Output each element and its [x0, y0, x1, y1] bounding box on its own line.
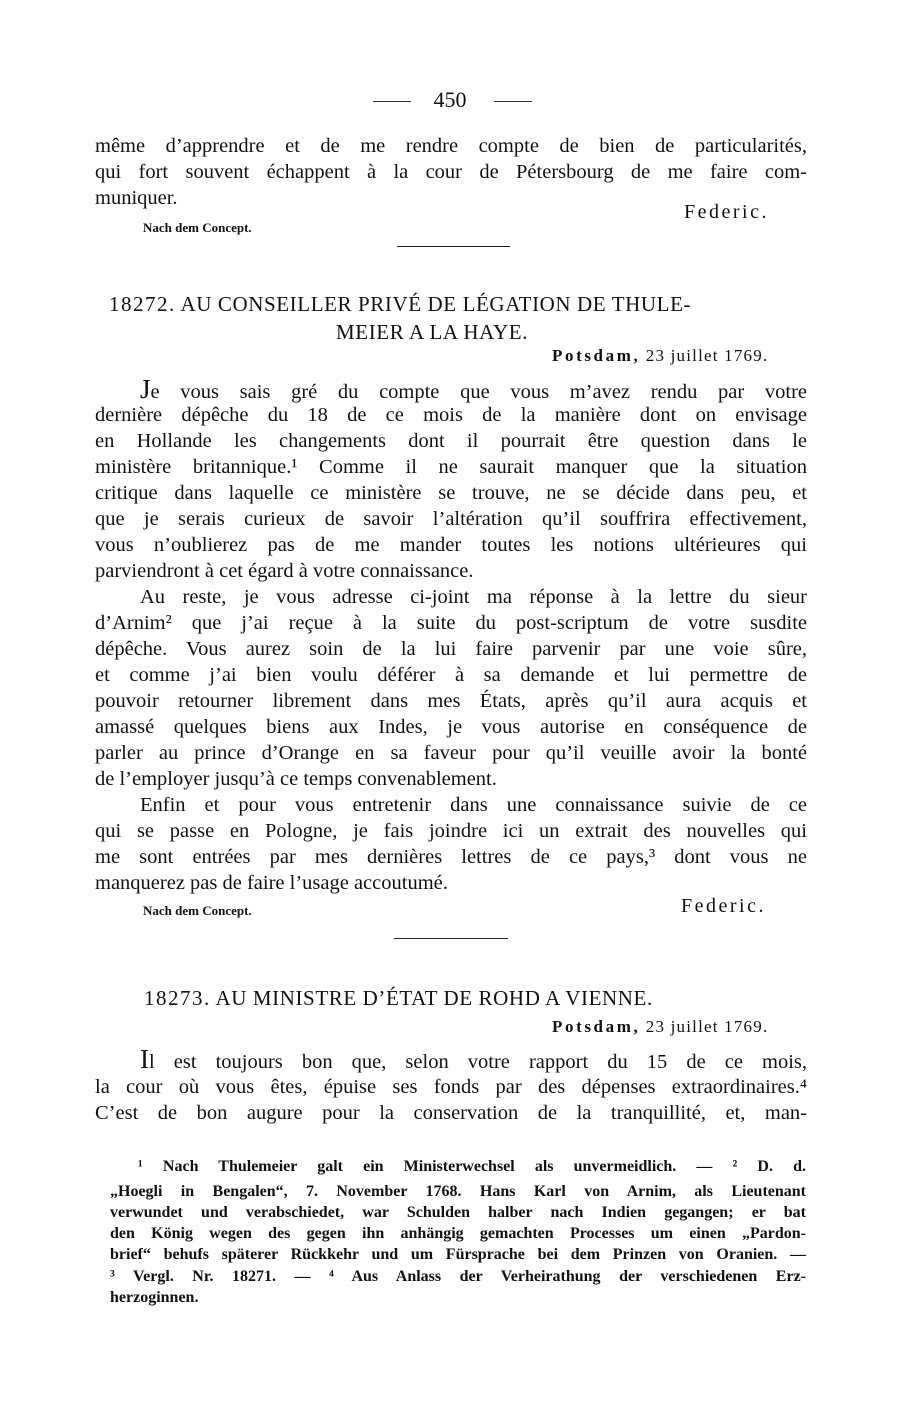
- text-line: qui se passe en Pologne, je fais joindre ici un extrait des nouvelles qui: [95, 820, 807, 842]
- footnote-line: ¹ Nach Thulemeier galt ein Ministerwechsel als unvermeidlich. — ² D. d.: [138, 1158, 806, 1175]
- text-line: me sont entrées par mes dernières lettres de ce pays,³ dont vous ne: [95, 846, 807, 868]
- text-line: C’est de bon augure pour la conservation de la tranquillité, et, man-: [95, 1102, 807, 1124]
- dateline-place: Potsdam,: [552, 1017, 641, 1036]
- text-line: d’Arnim² que j’ai reçue à la suite du post-scriptum de votre susdite: [95, 612, 807, 634]
- footnote-line: „Hoegli in Bengalen“, 7. November 1768. Hans Karl von Arnim, als Lieutenant: [110, 1183, 806, 1200]
- text-line: en Hollande les changements dont il pourrait être question dans le: [95, 430, 807, 452]
- text-line: vous n’oublierez pas de me mander toutes les notions ultérieures qui: [95, 534, 807, 556]
- text-line: [140, 376, 807, 405]
- text-line: de l’employer jusqu’à ce temps convenablement.: [95, 768, 497, 790]
- dateline-date: 23 juillet 1769.: [645, 1017, 769, 1036]
- header-dash-right: [494, 101, 532, 102]
- text-line: Au reste, je vous adresse ci-joint ma réponse à la lettre du sieur: [140, 586, 807, 608]
- letter-number: 18273.: [144, 986, 211, 1010]
- text-line-rest: l est toujours bon que, selon votre rapport du 15 de ce mois,: [149, 1051, 807, 1073]
- letter-heading-line: MEIER A LA HAYE.: [336, 320, 529, 344]
- letter-heading: [109, 292, 691, 317]
- dateline-place: Potsdam,: [552, 346, 641, 365]
- text-line: ministère britannique.¹ Comme il ne saurait manquer que la situation: [95, 456, 807, 478]
- initial-letter: J: [140, 374, 151, 404]
- text-line-rest: e vous sais gré du compte que vous m’avez rendu par votre: [150, 381, 807, 403]
- text-line: qui fort souvent échappent à la cour de Pétersbourg de me faire com-: [95, 161, 807, 183]
- dateline: [552, 346, 768, 366]
- letter-heading-line: AU CONSEILLER PRIVÉ DE LÉGATION DE THULE-: [180, 292, 692, 316]
- letter-heading: [144, 986, 653, 1011]
- footnote-line: ³ Vergl. Nr. 18271. — ⁴ Aus Anlass der Verheirathung der verschiedenen Erz-: [110, 1268, 806, 1285]
- footnote-line: herzoginnen.: [110, 1289, 199, 1306]
- text-line: Enfin et pour vous entretenir dans une connaissance suivie de ce: [140, 794, 807, 816]
- footnote-line: brief“ behufs späterer Rückkehr und um Fürsprache bei dem Prinzen von Oranien. —: [110, 1246, 806, 1263]
- initial-letter: I: [140, 1044, 149, 1074]
- footnote-line: verwundet und verabschiedet, war Schulden halber nach Indien gegangen; er bat: [110, 1204, 806, 1221]
- text-line: [140, 1046, 807, 1075]
- text-line: et comme j’ai bien voulu déférer à sa demande et lui permettre de: [95, 664, 807, 686]
- text-line: critique dans laquelle ce ministère se trouve, ne se décide dans peu, et: [95, 482, 807, 504]
- dateline-date: 23 juillet 1769.: [645, 346, 769, 365]
- text-line: parler au prince d’Orange en sa faveur pour qu’il veuille avoir la bonté: [95, 742, 807, 764]
- letter-heading-line: AU MINISTRE D’ÉTAT DE ROHD A VIENNE.: [215, 986, 653, 1010]
- text-line: pouvoir retourner librement dans mes États, après qu’il aura acquis et: [95, 690, 807, 712]
- text-line: amassé quelques biens aux Indes, je vous autorise en conséquence de: [95, 716, 807, 738]
- text-line: que je serais curieux de savoir l’altération qu’il souffrira effectivement,: [95, 508, 807, 530]
- dateline: [552, 1017, 768, 1037]
- page-number: 450: [433, 87, 467, 112]
- section-divider: [394, 938, 508, 939]
- signature: Federic.: [681, 895, 766, 917]
- text-line: dernière dépêche du 18 de ce mois de la manière dont on envisage: [95, 404, 807, 426]
- source-note: Nach dem Concept.: [143, 220, 252, 235]
- text-line: la cour où vous êtes, épuise ses fonds par des dépenses extraordinaires.⁴: [95, 1076, 807, 1098]
- footnote-line: den König wegen des gegen ihn anhängig gemachten Processes um einen „Pardon-: [110, 1225, 806, 1242]
- text-line: même d’apprendre et de me rendre compte de bien de particularités,: [95, 135, 807, 157]
- section-divider: [397, 246, 510, 247]
- letter-number: 18272.: [109, 292, 176, 316]
- source-note: Nach dem Concept.: [143, 903, 252, 918]
- text-line: muniquer.: [95, 187, 178, 209]
- text-line: dépêche. Vous aurez soin de la lui faire parvenir par une voie sûre,: [95, 638, 807, 660]
- text-line: parviendront à cet égard à votre connaissance.: [95, 560, 474, 582]
- text-line: manquerez pas de faire l’usage accoutumé.: [95, 872, 448, 894]
- signature: Federic.: [684, 201, 769, 223]
